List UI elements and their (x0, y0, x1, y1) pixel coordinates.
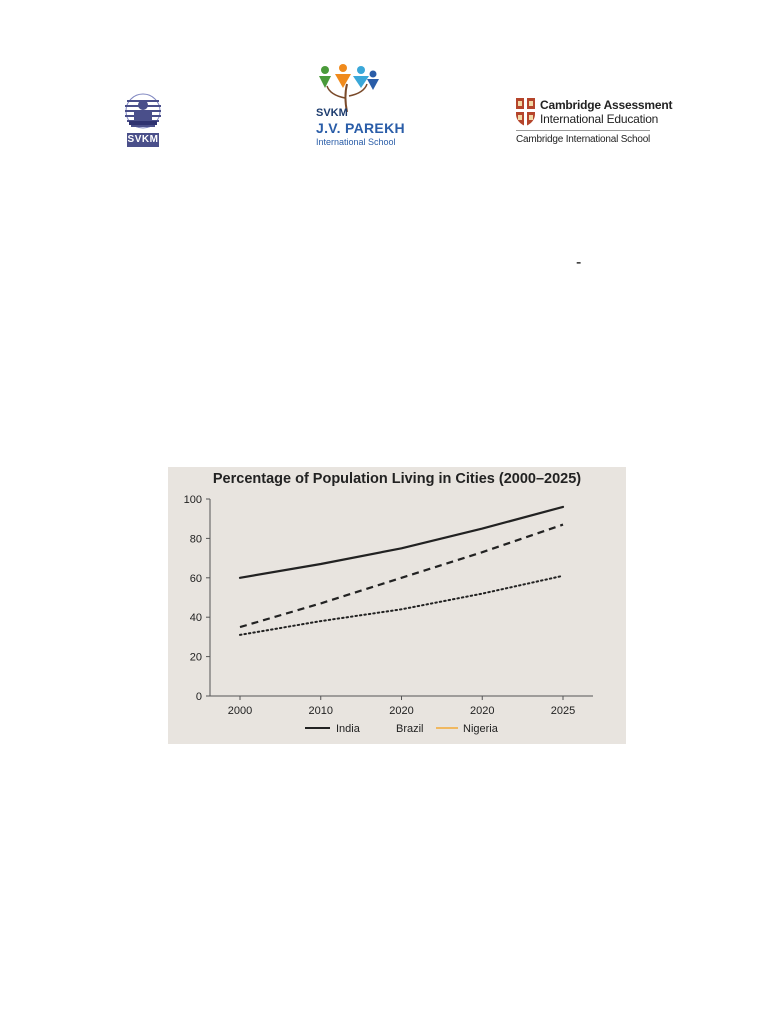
jvparekh-logo-name: J.V. PAREKH (316, 120, 405, 136)
cambridge-shield-icon (516, 98, 535, 126)
chart-title: Percentage of Population Living in Cities (2000–2025) (212, 471, 582, 487)
y-tick-label: 60 (189, 572, 202, 585)
cambridge-logo-line1: Cambridge Assessment (540, 98, 673, 112)
cambridge-logo-divider (516, 130, 650, 131)
cambridge-logo-line3: Cambridge International School (516, 134, 651, 145)
y-tick-label: 100 (183, 494, 202, 506)
header-logos (0, 0, 768, 160)
svkm-logo-text: SVKM (127, 134, 159, 145)
series-line-india (240, 507, 563, 578)
jvparekh-logo-sub: International School (316, 137, 396, 147)
x-tick-label: 2000 (227, 705, 253, 717)
chart-canvas (168, 467, 626, 744)
cambridge-logo-line2: International Education (540, 112, 659, 126)
y-tick-label: 0 (195, 691, 202, 703)
urbanization-chart (168, 467, 626, 744)
y-tick-label: 40 (189, 612, 202, 625)
legend-label-india: India (336, 723, 360, 735)
jvparekh-logo-top: SVKM (316, 107, 348, 119)
x-tick-label: 2020 (389, 705, 414, 717)
series-line-nigeria (240, 576, 563, 635)
x-tick-label: 2025 (550, 705, 576, 717)
legend-label-nigeria: Nigeria (463, 723, 498, 735)
legend-label-brazil: Brazil (396, 723, 424, 735)
x-tick-label: 2020 (470, 705, 495, 717)
y-tick-label: 80 (189, 533, 202, 546)
series-line-brazil (240, 525, 563, 628)
dash-mark: - (576, 254, 582, 271)
x-tick-label: 2010 (308, 705, 333, 717)
y-tick-label: 20 (189, 651, 202, 664)
